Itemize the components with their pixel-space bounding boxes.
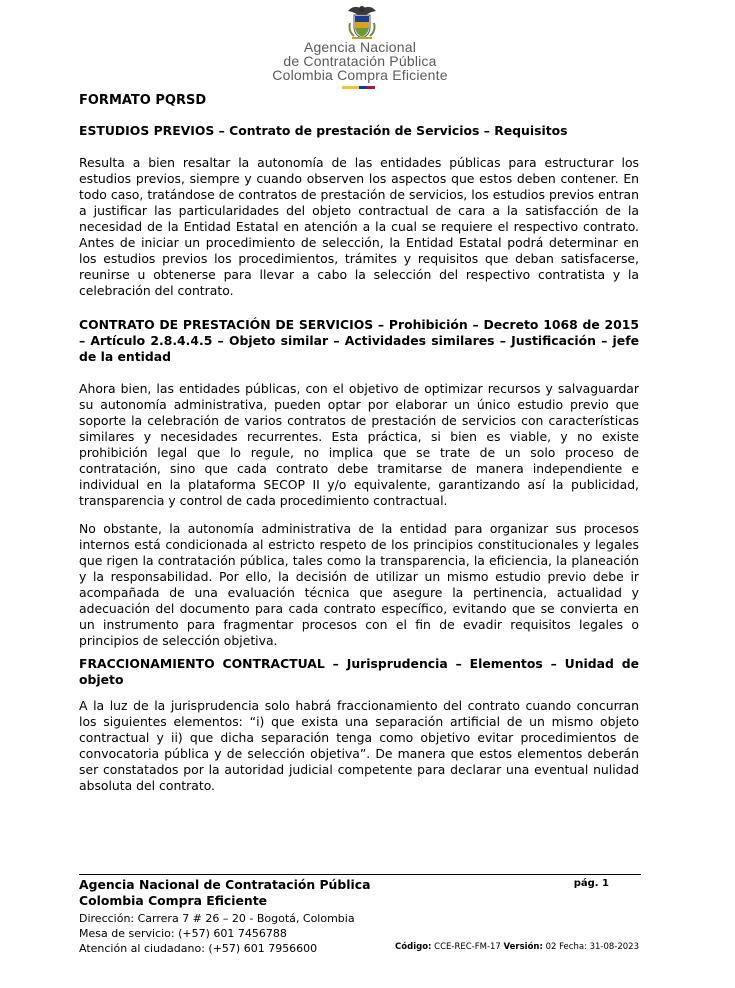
code-label: Código:	[395, 942, 432, 952]
footer-agency-name: Agencia Nacional de Contratación Pública	[79, 877, 371, 892]
version-value: 02 Fecha: 31-08-2023	[542, 942, 639, 952]
section-1-paragraph: Resulta a bien resaltar la autonomía de las entidades públicas para estructurar los estudios previos, siempre y cuando observen los aspectos que estos deben contener. En todo caso, tratándose de contratos de prestación de servicios, los estudios previos entran a justificar las particularidades del objeto contractual de cara a la satisfacción de la necesidad de la Entidad Estatal en atención a la cual se requiere el respectivo contrato. Antes de iniciar un procedimiento de selección, la Entidad Estatal podrá determinar en los estudios previos los procedimientos, trámites y requisitos que deban satisfacerse, reunirse u obtenerse para llevar a cabo la selección del respectivo contratista y la celebración del contrato.	[79, 155, 639, 298]
footer-divider	[79, 874, 641, 875]
agency-line-2: de Contratación Pública	[283, 53, 437, 69]
page-footer	[79, 874, 641, 956]
section-3-paragraph: A la luz de la jurisprudencia solo habrá fraccionamiento del contrato cuando concurran los siguientes elementos: “i) que exista una separación artificial de un mismo objeto contractual y ii) que dicha separación tenga como objetivo evitar procedimientos de convocatoria pública y de selección objetiva”. De manera que estos elementos deberán ser constatados por la autoridad judicial competente para declarar una eventual nulidad absoluta del contrato.	[79, 698, 639, 793]
flag-color-bar	[342, 86, 375, 89]
section-3-heading: FRACCIONAMIENTO CONTRACTUAL – Jurisprudencia – Elementos – Unidad de objeto	[79, 656, 639, 687]
section-2-paragraph-2: No obstante, la autonomía administrativa de la entidad para organizar sus procesos internos está condicionada al estricto respeto de los principios constitucionales y legales que rigen la contratación pública, tales como la transparencia, la eficiencia, la planeación y la responsabilidad. Por ello, la decisión de utilizar un mismo estudio previo debe ir acompañada de una evaluación técnica que asegure la pertinencia, actualidad y adecuación del documento para cada contrato específico, evitando que se convierta en un instrumento para fragmentar procesos con el fin de evadir requisitos legales o principios de selección objetiva.	[79, 521, 639, 648]
footer-agency-subname: Colombia Compra Eficiente	[79, 893, 268, 908]
code-value: CCE-REC-FM-17	[431, 942, 504, 952]
document-body	[79, 90, 639, 794]
agency-line-1: Agencia Nacional	[303, 39, 417, 55]
flag-blue	[359, 86, 367, 89]
version-label: Versión:	[503, 942, 543, 952]
page-number: pág. 1	[573, 878, 609, 889]
coat-of-arms-icon	[344, 3, 380, 41]
section-2-heading: CONTRATO DE PRESTACIÓN DE SERVICIOS – Prohibición – Decreto 1068 de 2015 – Artículo 2.8.4.4.5 – Objeto similar – Actividades similares – Justificación – jefe de la entidad	[79, 317, 639, 364]
flag-yellow	[342, 86, 359, 89]
agency-logo-text	[240, 40, 480, 82]
footer-service-desk: Mesa de servicio: (+57) 601 7456788	[79, 927, 287, 940]
footer-address: Dirección: Carrera 7 # 26 – 20 - Bogotá, Colombia	[79, 912, 355, 925]
document-title: FORMATO PQRSD	[79, 93, 207, 108]
agency-line-3: Colombia Compra Eficiente	[272, 67, 448, 83]
page-header	[0, 0, 735, 95]
footer-citizen-care: Atención al ciudadano: (+57) 601 7956600	[79, 942, 318, 955]
section-1-heading: ESTUDIOS PREVIOS – Contrato de prestación de Servicios – Requisitos	[79, 123, 568, 138]
flag-red	[367, 86, 375, 89]
section-2-paragraph-1: Ahora bien, las entidades públicas, con el objetivo de optimizar recursos y salvaguardar su autonomía administrativa, pueden optar por elaborar un único estudio previo que soporte la celebración de varios contratos de prestación de servicios con características similares y necesidades recurrentes. Esta práctica, si bien es viable, y no existe prohibición legal que lo regule, no implica que se trate de un solo proceso de contratación, sino que cada contrato debe tramitarse de manera independiente e individual en la plataforma SECOP II y/o equivalente, garantizando así la publicidad, transparencia y control de cada procedimiento contractual.	[79, 381, 639, 508]
document-code	[395, 941, 639, 953]
